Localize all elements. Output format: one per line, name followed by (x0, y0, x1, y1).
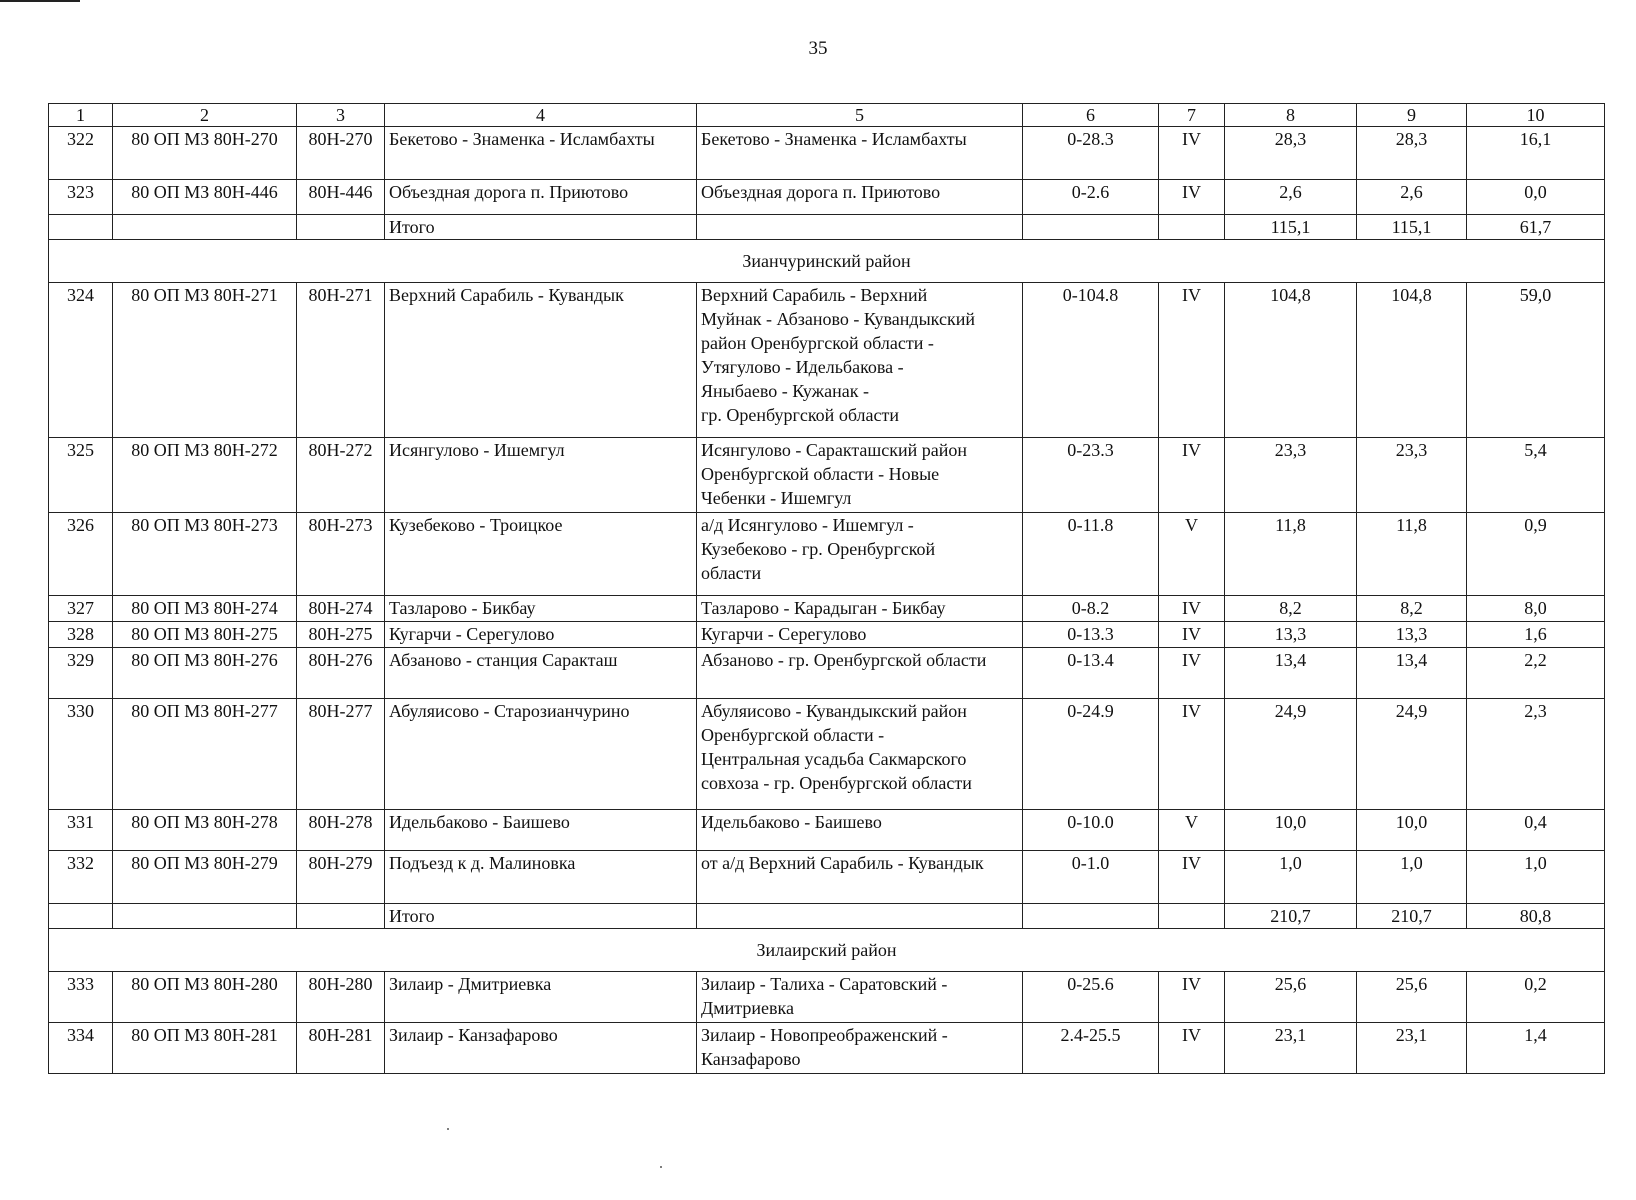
total-row (49, 904, 1605, 929)
length-cell: 13,3 (1225, 622, 1357, 648)
row-number-cell: 329 (49, 648, 113, 699)
road-code-cell: 80Н-278 (297, 810, 385, 851)
km-range-cell (1023, 904, 1159, 929)
route-description-cell: Объездная дорога п. Приютово (697, 180, 1023, 215)
road-code-cell: 80Н-279 (297, 851, 385, 904)
length-total-cell: 10,0 (1357, 810, 1467, 851)
row-number-cell (49, 215, 113, 240)
table-row (49, 127, 1605, 180)
km-range-cell: 0-13.3 (1023, 622, 1159, 648)
road-id-cell (113, 215, 297, 240)
length-total-cell: 13,4 (1357, 648, 1467, 699)
road-code-cell: 80Н-276 (297, 648, 385, 699)
road-id-cell: 80 ОП МЗ 80Н-277 (113, 699, 297, 810)
road-name-cell: Верхний Сарабиль - Кувандык (385, 283, 697, 438)
length-cell: 115,1 (1225, 215, 1357, 240)
row-number-cell: 332 (49, 851, 113, 904)
road-name-cell: Бекетово - Знаменка - Исламбахты (385, 127, 697, 180)
road-id-cell: 80 ОП МЗ 80Н-276 (113, 648, 297, 699)
route-description-cell (697, 904, 1023, 929)
km-range-cell: 0-11.8 (1023, 513, 1159, 596)
length-cell: 23,1 (1225, 1023, 1357, 1074)
road-name-cell: Кузебеково - Троицкое (385, 513, 697, 596)
paved-length-cell: 0,0 (1467, 180, 1605, 215)
road-code-cell: 80Н-277 (297, 699, 385, 810)
length-total-cell: 28,3 (1357, 127, 1467, 180)
row-number-cell: 334 (49, 1023, 113, 1074)
table-row (49, 438, 1605, 513)
length-total-cell: 8,2 (1357, 596, 1467, 622)
column-header-9: 9 (1357, 104, 1467, 127)
table-row (49, 648, 1605, 699)
road-id-cell: 80 ОП МЗ 80Н-270 (113, 127, 297, 180)
route-description-cell: Зилаир - Новопреображенский - Канзафарово (697, 1023, 1023, 1074)
road-id-cell (113, 904, 297, 929)
table-row (49, 513, 1605, 596)
length-cell: 8,2 (1225, 596, 1357, 622)
roads-table (48, 103, 1605, 1074)
length-total-cell: 104,8 (1357, 283, 1467, 438)
road-id-cell: 80 ОП МЗ 80Н-273 (113, 513, 297, 596)
route-description-cell: Абуляисово - Кувандыкский район Оренбургской области - Центральная усадьба Сакмарского совхоза - гр. Оренбургской области (697, 699, 1023, 810)
road-name-cell: Абзаново - станция Саракташ (385, 648, 697, 699)
column-header-6: 6 (1023, 104, 1159, 127)
road-id-cell: 80 ОП МЗ 80Н-281 (113, 1023, 297, 1074)
column-header-5: 5 (697, 104, 1023, 127)
length-total-cell: 13,3 (1357, 622, 1467, 648)
row-number-cell: 333 (49, 972, 113, 1023)
km-range-cell: 0-8.2 (1023, 596, 1159, 622)
scan-edge-mark (0, 0, 80, 2)
road-name-cell: Абуляисово - Старозианчурино (385, 699, 697, 810)
road-name-cell: Исянгулово - Ишемгул (385, 438, 697, 513)
road-category-cell: V (1159, 513, 1225, 596)
road-category-cell: IV (1159, 699, 1225, 810)
road-id-cell: 80 ОП МЗ 80Н-271 (113, 283, 297, 438)
km-range-cell: 0-23.3 (1023, 438, 1159, 513)
paved-length-cell: 59,0 (1467, 283, 1605, 438)
district-title: Зианчуринский район (49, 240, 1605, 283)
route-description-cell: Идельбаково - Баишево (697, 810, 1023, 851)
km-range-cell: 0-28.3 (1023, 127, 1159, 180)
km-range-cell: 0-1.0 (1023, 851, 1159, 904)
paved-length-cell: 1,0 (1467, 851, 1605, 904)
route-description-cell: Тазларово - Карадыган - Бикбау (697, 596, 1023, 622)
road-code-cell: 80Н-270 (297, 127, 385, 180)
length-total-cell: 24,9 (1357, 699, 1467, 810)
length-total-cell: 115,1 (1357, 215, 1467, 240)
table-row (49, 810, 1605, 851)
road-category-cell: IV (1159, 438, 1225, 513)
road-code-cell: 80Н-273 (297, 513, 385, 596)
paved-length-cell: 16,1 (1467, 127, 1605, 180)
length-total-cell: 23,1 (1357, 1023, 1467, 1074)
road-category-cell: IV (1159, 127, 1225, 180)
district-title: Зилаирский район (49, 929, 1605, 972)
road-code-cell: 80Н-281 (297, 1023, 385, 1074)
column-header-8: 8 (1225, 104, 1357, 127)
km-range-cell: 0-104.8 (1023, 283, 1159, 438)
road-id-cell: 80 ОП МЗ 80Н-279 (113, 851, 297, 904)
table-body (49, 104, 1605, 1074)
total-row (49, 215, 1605, 240)
length-total-cell: 23,3 (1357, 438, 1467, 513)
table-row (49, 699, 1605, 810)
column-header-3: 3 (297, 104, 385, 127)
paved-length-cell: 8,0 (1467, 596, 1605, 622)
road-name-cell: Зилаир - Канзафарово (385, 1023, 697, 1074)
km-range-cell (1023, 215, 1159, 240)
route-description-cell: Зилаир - Талиха - Саратовский - Дмитриевка (697, 972, 1023, 1023)
road-name-cell: Подъезд к д. Малиновка (385, 851, 697, 904)
table-row (49, 622, 1605, 648)
district-section-row (49, 929, 1605, 972)
length-cell: 28,3 (1225, 127, 1357, 180)
paved-length-cell: 0,4 (1467, 810, 1605, 851)
paved-length-cell: 0,9 (1467, 513, 1605, 596)
route-description-cell: Абзаново - гр. Оренбургской области (697, 648, 1023, 699)
row-number-cell: 328 (49, 622, 113, 648)
road-category-cell: IV (1159, 648, 1225, 699)
road-code-cell: 80Н-274 (297, 596, 385, 622)
paved-length-cell: 5,4 (1467, 438, 1605, 513)
km-range-cell: 0-25.6 (1023, 972, 1159, 1023)
route-description-cell: Верхний Сарабиль - Верхний Муйнак - Абзаново - Кувандыкский район Оренбургской области - Утягулово - Идельбакова - Яныбаево - Кужанак - гр. Оренбургской области (697, 283, 1023, 438)
route-description-cell: Бекетово - Знаменка - Исламбахты (697, 127, 1023, 180)
total-label: Итого (385, 215, 697, 240)
road-id-cell: 80 ОП МЗ 80Н-446 (113, 180, 297, 215)
row-number-cell: 323 (49, 180, 113, 215)
road-category-cell: IV (1159, 851, 1225, 904)
length-total-cell: 1,0 (1357, 851, 1467, 904)
road-code-cell: 80Н-275 (297, 622, 385, 648)
road-category-cell (1159, 215, 1225, 240)
road-code-cell (297, 904, 385, 929)
road-id-cell: 80 ОП МЗ 80Н-280 (113, 972, 297, 1023)
paved-length-cell: 1,4 (1467, 1023, 1605, 1074)
road-category-cell: IV (1159, 283, 1225, 438)
route-description-cell: а/д Исянгулово - Ишемгул - Кузебеково - гр. Оренбургской области (697, 513, 1023, 596)
km-range-cell: 0-13.4 (1023, 648, 1159, 699)
row-number-cell: 331 (49, 810, 113, 851)
row-number-cell: 327 (49, 596, 113, 622)
length-total-cell: 2,6 (1357, 180, 1467, 215)
route-description-cell: Исянгулово - Саракташский район Оренбургской области - Новые Чебенки - Ишемгул (697, 438, 1023, 513)
road-id-cell: 80 ОП МЗ 80Н-274 (113, 596, 297, 622)
table-row (49, 283, 1605, 438)
length-total-cell: 25,6 (1357, 972, 1467, 1023)
road-code-cell: 80Н-272 (297, 438, 385, 513)
road-name-cell: Объездная дорога п. Приютово (385, 180, 697, 215)
row-number-cell: 324 (49, 283, 113, 438)
length-total-cell: 11,8 (1357, 513, 1467, 596)
table-row (49, 851, 1605, 904)
length-cell: 13,4 (1225, 648, 1357, 699)
road-code-cell: 80Н-271 (297, 283, 385, 438)
road-category-cell: IV (1159, 596, 1225, 622)
length-cell: 210,7 (1225, 904, 1357, 929)
column-number-header-row (49, 104, 1605, 127)
total-label: Итого (385, 904, 697, 929)
column-header-2: 2 (113, 104, 297, 127)
table-row (49, 972, 1605, 1023)
road-name-cell: Тазларово - Бикбау (385, 596, 697, 622)
table-row (49, 596, 1605, 622)
length-cell: 11,8 (1225, 513, 1357, 596)
paved-length-cell: 2,3 (1467, 699, 1605, 810)
district-section-row (49, 240, 1605, 283)
km-range-cell: 2.4-25.5 (1023, 1023, 1159, 1074)
length-cell: 2,6 (1225, 180, 1357, 215)
road-name-cell: Идельбаково - Баишево (385, 810, 697, 851)
paved-length-cell: 0,2 (1467, 972, 1605, 1023)
road-name-cell: Зилаир - Дмитриевка (385, 972, 697, 1023)
paved-length-cell: 61,7 (1467, 215, 1605, 240)
paved-length-cell: 1,6 (1467, 622, 1605, 648)
length-cell: 23,3 (1225, 438, 1357, 513)
row-number-cell: 330 (49, 699, 113, 810)
column-header-4: 4 (385, 104, 697, 127)
row-number-cell (49, 904, 113, 929)
scan-speck (447, 1128, 449, 1130)
route-description-cell: от а/д Верхний Сарабиль - Кувандык (697, 851, 1023, 904)
road-category-cell: IV (1159, 1023, 1225, 1074)
road-name-cell: Кугарчи - Серегулово (385, 622, 697, 648)
page-number: 35 (808, 38, 828, 59)
length-cell: 10,0 (1225, 810, 1357, 851)
length-cell: 25,6 (1225, 972, 1357, 1023)
route-description-cell: Кугарчи - Серегулово (697, 622, 1023, 648)
length-cell: 1,0 (1225, 851, 1357, 904)
column-header-10: 10 (1467, 104, 1605, 127)
paved-length-cell: 80,8 (1467, 904, 1605, 929)
row-number-cell: 322 (49, 127, 113, 180)
road-category-cell: V (1159, 810, 1225, 851)
paved-length-cell: 2,2 (1467, 648, 1605, 699)
road-category-cell (1159, 904, 1225, 929)
column-header-1: 1 (49, 104, 113, 127)
column-header-7: 7 (1159, 104, 1225, 127)
route-description-cell (697, 215, 1023, 240)
table-row (49, 180, 1605, 215)
length-cell: 104,8 (1225, 283, 1357, 438)
road-id-cell: 80 ОП МЗ 80Н-278 (113, 810, 297, 851)
km-range-cell: 0-10.0 (1023, 810, 1159, 851)
road-category-cell: IV (1159, 180, 1225, 215)
km-range-cell: 0-2.6 (1023, 180, 1159, 215)
km-range-cell: 0-24.9 (1023, 699, 1159, 810)
scan-speck (660, 1166, 662, 1168)
road-code-cell: 80Н-446 (297, 180, 385, 215)
row-number-cell: 325 (49, 438, 113, 513)
table-row (49, 1023, 1605, 1074)
road-id-cell: 80 ОП МЗ 80Н-275 (113, 622, 297, 648)
road-code-cell: 80Н-280 (297, 972, 385, 1023)
length-cell: 24,9 (1225, 699, 1357, 810)
length-total-cell: 210,7 (1357, 904, 1467, 929)
road-code-cell (297, 215, 385, 240)
row-number-cell: 326 (49, 513, 113, 596)
road-category-cell: IV (1159, 622, 1225, 648)
road-category-cell: IV (1159, 972, 1225, 1023)
road-id-cell: 80 ОП МЗ 80Н-272 (113, 438, 297, 513)
